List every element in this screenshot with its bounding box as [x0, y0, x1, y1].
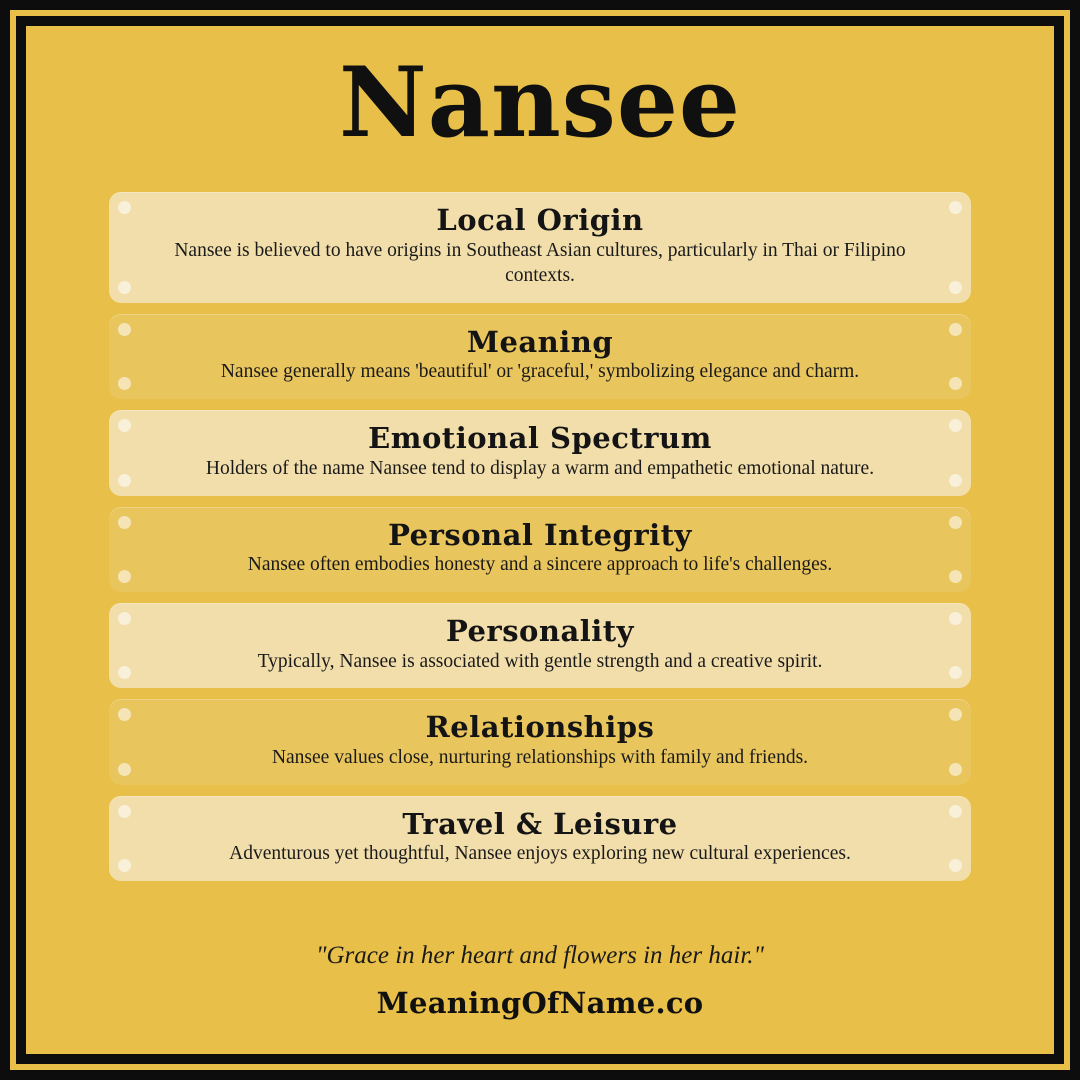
section-title: Personal Integrity: [388, 517, 692, 552]
card-knob-icon: [118, 612, 131, 625]
sections-list: [109, 192, 971, 881]
section-description: Nansee often embodies honesty and a sincere approach to life's challenges.: [247, 554, 833, 576]
card-knob-icon: [949, 323, 962, 336]
card-knob-icon: [949, 516, 962, 529]
card-knob-icon: [949, 805, 962, 818]
card-knob-icon: [118, 666, 131, 679]
card-knob-icon: [118, 763, 131, 776]
section-card-personality: [109, 603, 971, 688]
poster-inner-frame: [22, 22, 1058, 1058]
section-card-meaning: [109, 314, 971, 399]
card-knob-icon: [949, 419, 962, 432]
section-title: Emotional Spectrum: [368, 421, 712, 456]
card-knob-icon: [118, 377, 131, 390]
card-knob-icon: [118, 474, 131, 487]
card-knob-icon: [118, 859, 131, 872]
section-card-travel-and-leisure: [109, 796, 971, 881]
section-card-personal-integrity: [109, 507, 971, 592]
card-knob-icon: [118, 708, 131, 721]
section-title: Meaning: [466, 324, 614, 359]
section-title: Travel & Leisure: [402, 806, 678, 841]
card-knob-icon: [118, 570, 131, 583]
card-knob-icon: [949, 281, 962, 294]
card-knob-icon: [118, 516, 131, 529]
section-description: Nansee is believed to have origins in Southeast Asian cultures, particularly in Thai or Filipino contexts.: [174, 239, 906, 286]
card-knob-icon: [949, 377, 962, 390]
card-knob-icon: [118, 419, 131, 432]
card-knob-icon: [118, 281, 131, 294]
card-knob-icon: [118, 323, 131, 336]
card-knob-icon: [949, 474, 962, 487]
section-description: Typically, Nansee is associated with gentle strength and a creative spirit.: [257, 650, 823, 672]
card-knob-icon: [118, 201, 131, 214]
quote-text: "Grace in her heart and flowers in her hair.": [315, 942, 765, 969]
section-card-relationships: [109, 699, 971, 784]
card-knob-icon: [949, 708, 962, 721]
section-title: Relationships: [425, 710, 655, 745]
section-title: Local Origin: [436, 203, 644, 238]
site-name: MeaningOfName.co: [376, 986, 704, 1020]
poster-footer: [26, 942, 1054, 1054]
card-knob-icon: [949, 859, 962, 872]
section-title: Personality: [445, 614, 635, 649]
section-description: Holders of the name Nansee tend to display a warm and empathetic emotional nature.: [205, 457, 875, 479]
card-knob-icon: [949, 763, 962, 776]
card-knob-icon: [949, 570, 962, 583]
card-knob-icon: [949, 201, 962, 214]
section-description: Nansee generally means 'beautiful' or 'graceful,' symbolizing elegance and charm.: [220, 361, 860, 383]
page-title: Nansee: [339, 46, 741, 159]
card-knob-icon: [118, 805, 131, 818]
section-description: Adventurous yet thoughtful, Nansee enjoys exploring new cultural experiences.: [229, 843, 851, 865]
section-card-local-origin: [109, 192, 971, 302]
card-knob-icon: [949, 666, 962, 679]
card-knob-icon: [949, 612, 962, 625]
section-card-emotional-spectrum: [109, 410, 971, 495]
poster-outer-frame: [10, 10, 1070, 1070]
section-description: Nansee values close, nurturing relationships with family and friends.: [271, 746, 809, 768]
